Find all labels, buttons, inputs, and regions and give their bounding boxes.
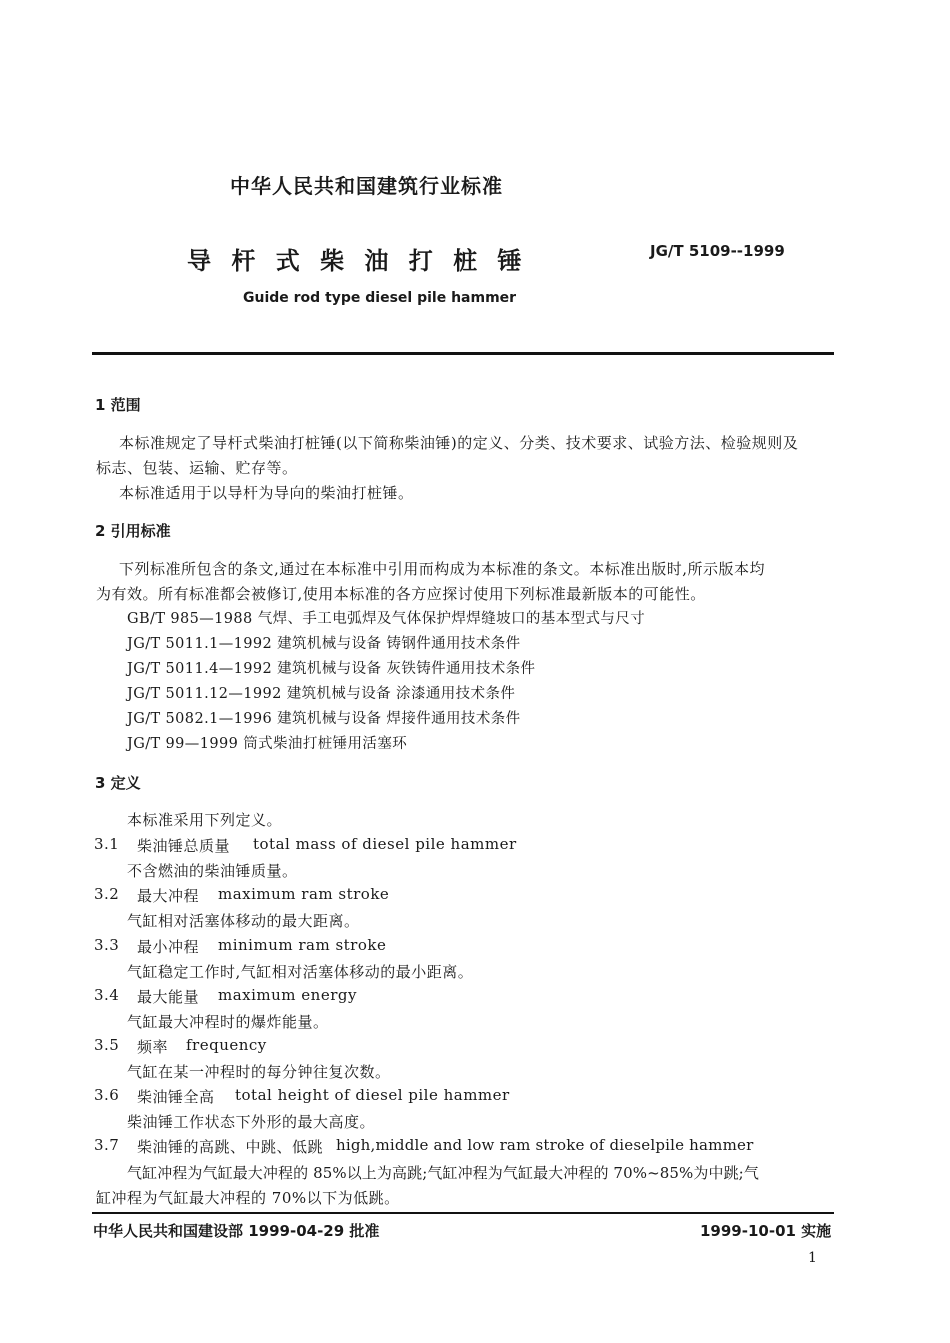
definition-number: 3.6 (94, 1086, 120, 1104)
definition-english: frequency (186, 1036, 267, 1054)
definition-term: 最大能量 (137, 988, 200, 1006)
section-heading-3: 3 定义 (95, 774, 141, 792)
definition-english: minimum ram stroke (218, 936, 387, 954)
definition-number: 3.2 (94, 885, 120, 903)
doc-code: JG/T 5109--1999 (650, 242, 785, 260)
definition-number: 3.5 (94, 1036, 120, 1054)
definition-desc: 气缸稳定工作时,气缸相对活塞体移动的最小距离。 (127, 963, 474, 981)
definition-english: total height of diesel pile hammer (235, 1086, 510, 1104)
paragraph-line: 本标准规定了导杆式柴油打桩锤(以下简称柴油锤)的定义、分类、技术要求、试验方法、检验规则及 (119, 434, 799, 452)
reference-item: JG/T 5011.1—1992 建筑机械与设备 铸钢件通用技术条件 (127, 636, 521, 652)
definition-term: 柴油锤全高 (137, 1088, 215, 1106)
section-heading-2: 2 引用标准 (95, 522, 171, 540)
approval-text: 中华人民共和国建设部 1999-04-29 批准 (93, 1222, 380, 1240)
definition-desc: 气缸最大冲程时的爆炸能量。 (127, 1013, 329, 1031)
definition-number: 3.4 (94, 986, 120, 1004)
definition-number: 3.1 (94, 835, 120, 853)
section-heading-1: 1 范围 (95, 396, 141, 414)
definition-english: maximum energy (218, 986, 357, 1004)
definition-desc: 不含燃油的柴油锤质量。 (127, 862, 298, 880)
definition-term: 最小冲程 (137, 938, 200, 956)
reference-item: JG/T 5011.4—1992 建筑机械与设备 灰铁铸件通用技术条件 (127, 661, 536, 677)
reference-item: JG/T 99—1999 筒式柴油打桩锤用活塞环 (127, 736, 408, 752)
effective-date: 1999-10-01 实施 (700, 1222, 832, 1240)
definition-desc: 气缸冲程为气缸最大冲程的 85%以上为高跳;气缸冲程为气缸最大冲程的 70%~85%为中跳;气 (127, 1164, 759, 1182)
definition-desc: 柴油锤工作状态下外形的最大高度。 (127, 1113, 376, 1131)
paragraph-line: 下列标准所包含的条文,通过在本标准中引用而构成为本标准的条文。本标准出版时,所示版本均 (119, 560, 766, 578)
doc-title: 导 杆 式 柴 油 打 桩 锤 (187, 247, 528, 275)
reference-item: GB/T 985—1988 气焊、手工电弧焊及气体保护焊焊缝坡口的基本型式与尺寸 (127, 611, 646, 627)
definition-english: total mass of diesel pile hammer (253, 835, 517, 853)
paragraph-line: 为有效。所有标准都会被修订,使用本标准的各方应探讨使用下列标准最新版本的可能性。 (96, 585, 706, 603)
definition-english: high,middle and low ram stroke of dieselpile hammer (336, 1136, 754, 1154)
header-rule (92, 352, 834, 355)
definition-desc: 气缸在某一冲程时的每分钟往复次数。 (127, 1063, 391, 1081)
paragraph-line: 标志、包装、运输、贮存等。 (96, 459, 298, 477)
reference-item: JG/T 5082.1—1996 建筑机械与设备 焊接件通用技术条件 (127, 711, 521, 727)
definition-term: 柴油锤的高跳、中跳、低跳 (137, 1138, 324, 1156)
definition-term: 最大冲程 (137, 887, 200, 905)
paragraph-line: 本标准适用于以导杆为导向的柴油打桩锤。 (119, 484, 414, 502)
definition-number: 3.3 (94, 936, 120, 954)
definition-desc: 缸冲程为气缸最大冲程的 70%以下为低跳。 (96, 1189, 400, 1207)
definition-number: 3.7 (94, 1136, 120, 1154)
definition-english: maximum ram stroke (218, 885, 390, 903)
paragraph-line: 本标准采用下列定义。 (127, 811, 283, 829)
reference-item: JG/T 5011.12—1992 建筑机械与设备 涂漆通用技术条件 (127, 686, 516, 702)
definition-term: 柴油锤总质量 (137, 837, 231, 855)
page-number: 1 (808, 1250, 817, 1266)
english-title: Guide rod type diesel pile hammer (243, 290, 517, 306)
org-title: 中华人民共和国建筑行业标准 (230, 174, 503, 198)
footer-rule (92, 1212, 834, 1214)
definition-desc: 气缸相对活塞体移动的最大距离。 (127, 912, 360, 930)
definition-term: 频率 (137, 1038, 169, 1056)
